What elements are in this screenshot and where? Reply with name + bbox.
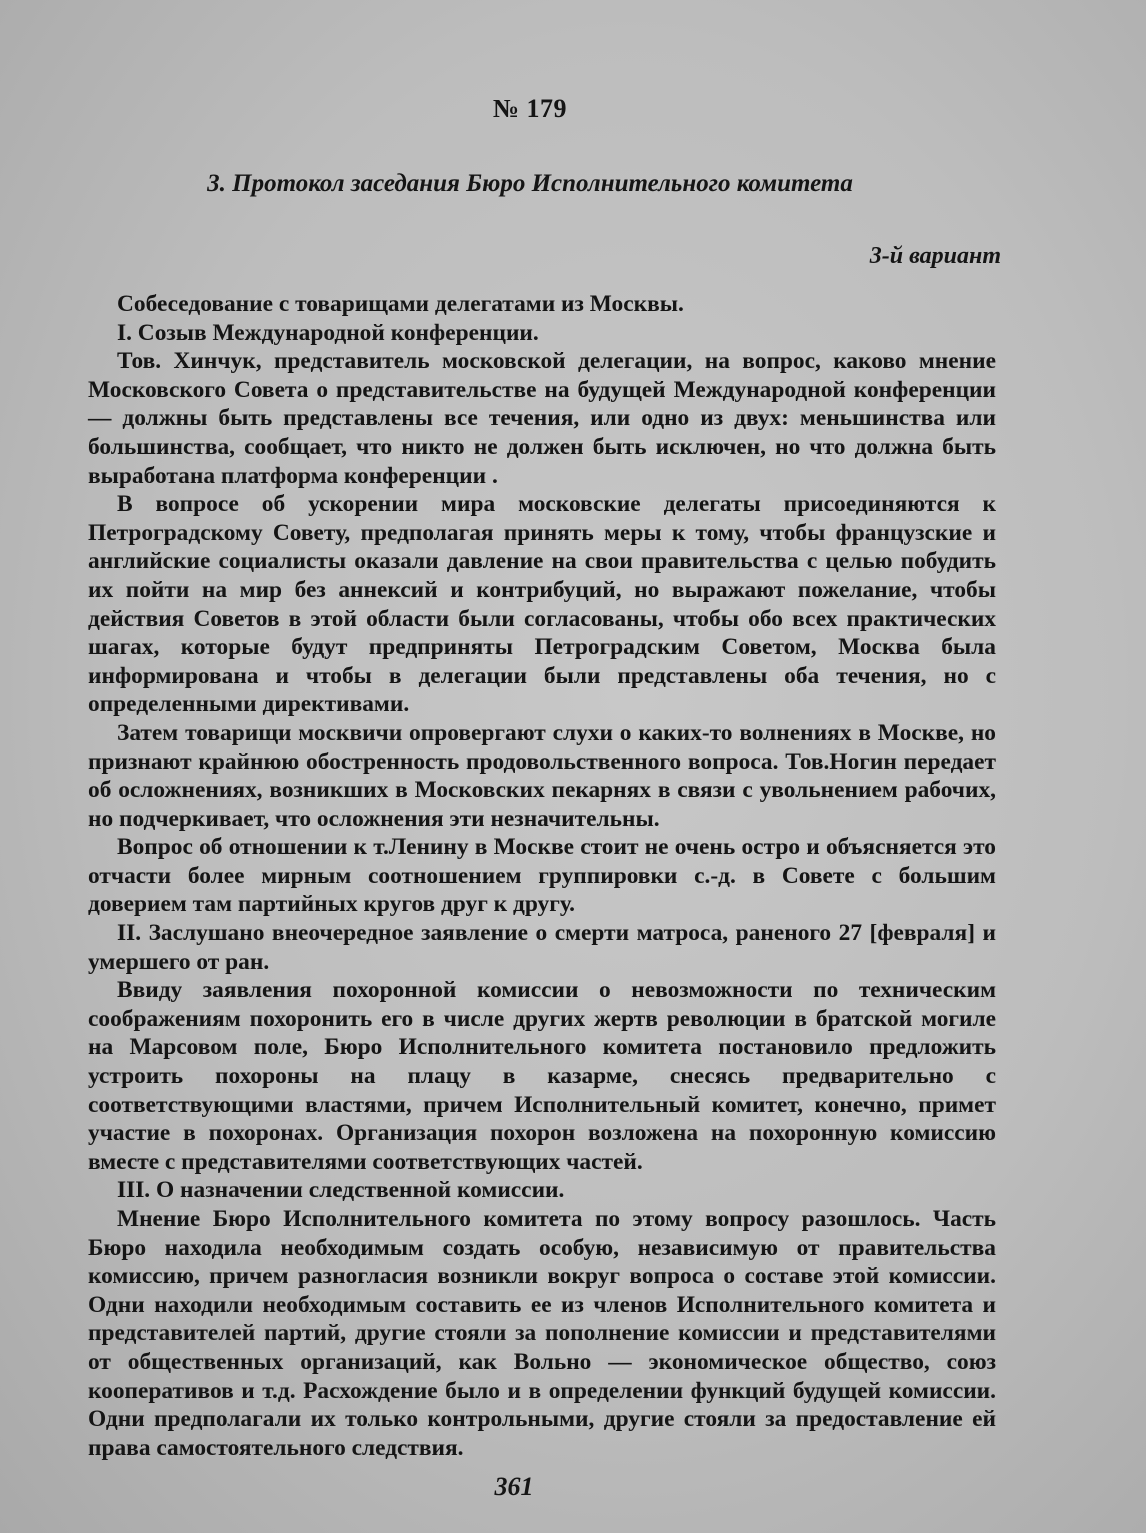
page-number: 361 <box>494 1472 534 1501</box>
variant-label: 3-й вариант <box>869 243 1001 269</box>
paragraph: Затем товарищи москвичи опровергают слухи о каких-то волнениях в Москве, но признают крайнюю обостренность продовольственного вопроса. Тов.Ногин передает об осложнениях, возникших в Московских пекарнях в связи с увольнением рабочих, но подчеркивает, что осложнения эти незначительны. <box>88 719 996 832</box>
paragraph: Мнение Бюро Исполнительного комитета по этому вопросу разошлось. Часть Бюро находила необходимым создать особую, независимую от правительства комиссию, причем разногласия возникли вокруг вопроса о составе этой комиссии. Одни находили необходимым составить ее из членов Исполнительного комитета и представителей партий, другие стояли за пополнение комиссии и представителями от общественных организаций, как Вольно — экономическое общество, союз кооперативов и т.д. Расхождение было и в определении функций будущей комиссии. Одни предполагали их только контрольными, другие стояли за предоставление ей права самостоятельного следствия. <box>88 1206 996 1461</box>
paragraph: Вопрос об отношении к т.Ленину в Москве стоит не очень остро и объясняется это отчасти более мирным соотношением группировки с.-д. в Совете с большим доверием там партийных кругов друг к другу. <box>88 834 996 918</box>
paragraph: В вопросе об ускорении мира московские делегаты присоединяются к Петроградскому Совету, предполагая принять меры к тому, чтобы французские и английские социалисты оказали давление на свои правительства с целью побудить их пойти на мир без аннексий и контрибуций, но выражают пожелание, чтобы действия Советов в этой области были согласованы, чтобы обо всех практических шагах, которые будут предприняты Петроградским Советом, Москва была информирована и чтобы в делегации были представлены оба течения, но с определенными директивами. <box>88 491 996 718</box>
paragraph: Собеседование с товарищами делегатами из Москвы. <box>117 291 684 317</box>
body-text <box>88 290 996 1462</box>
document-title: 3. Протокол заседания Бюро Исполнительного комитета <box>207 170 853 197</box>
document-number: № 179 <box>492 94 568 123</box>
paragraph: II. Заслушано внеочередное заявление о смерти матроса, раненого 27 [февраля] и умершего от ран. <box>88 920 996 975</box>
paragraph: Тов. Хинчук, представитель московской делегации, на вопрос, каково мнение Московского Совета о представительстве на будущей Международной конференции — должны быть представлены все течения, или одно из двух: меньшинства или большинства, сообщает, что никто не должен быть исключен, но что должна быть выработана платформа конференции . <box>88 348 996 489</box>
paragraph: I. Созыв Международной конференции. <box>117 319 539 346</box>
paragraph: III. О назначении следственной комиссии. <box>117 1177 565 1204</box>
paragraph: Ввиду заявления похоронной комиссии о невозможности по техническим соображениям похоронить его в числе других жертв революции в братской могиле на Марсовом поле, Бюро Исполнительного комитета постановило предложить устроить похороны на плацу в казарме, снесясь предварительно с соответствующими властями, причем Исполнительный комитет, конечно, примет участие в похоронах. Организация похорон возложена на похоронную комиссию вместе с представителями соответствующих частей. <box>88 977 996 1175</box>
